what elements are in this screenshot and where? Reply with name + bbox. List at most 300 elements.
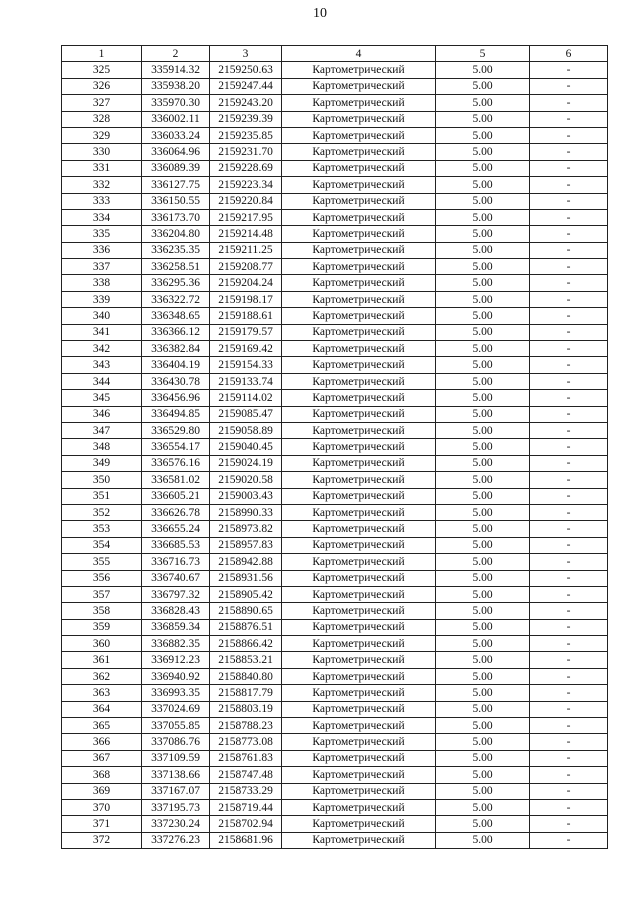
description-cell: - [530, 685, 608, 701]
table-row [62, 62, 608, 78]
point-number-cell: 352 [62, 504, 142, 520]
y-coordinate-cell: 2159154.33 [210, 357, 282, 373]
x-coordinate-cell: 337167.07 [142, 783, 210, 799]
description-cell: - [530, 816, 608, 832]
y-coordinate-cell: 2159024.19 [210, 455, 282, 471]
description-cell: - [530, 734, 608, 750]
table-row [62, 291, 608, 307]
y-coordinate-cell: 2158788.23 [210, 718, 282, 734]
point-number-cell: 362 [62, 668, 142, 684]
x-coordinate-cell: 337055.85 [142, 718, 210, 734]
table-row [62, 537, 608, 553]
y-coordinate-cell: 2159235.85 [210, 127, 282, 143]
method-cell: Картометрический [282, 177, 436, 193]
method-cell: Картометрический [282, 537, 436, 553]
description-cell: - [530, 652, 608, 668]
table-body [62, 62, 608, 849]
x-coordinate-cell: 336456.96 [142, 390, 210, 406]
accuracy-cell: 5.00 [436, 275, 530, 291]
method-cell: Картометрический [282, 832, 436, 848]
description-cell: - [530, 570, 608, 586]
point-number-cell: 356 [62, 570, 142, 586]
point-number-cell: 363 [62, 685, 142, 701]
y-coordinate-cell: 2159239.39 [210, 111, 282, 127]
accuracy-cell: 5.00 [436, 718, 530, 734]
description-cell: - [530, 488, 608, 504]
table-row [62, 193, 608, 209]
method-cell: Картометрический [282, 472, 436, 488]
y-coordinate-cell: 2159208.77 [210, 259, 282, 275]
x-coordinate-cell: 336554.17 [142, 439, 210, 455]
y-coordinate-cell: 2159228.69 [210, 160, 282, 176]
method-cell: Картометрический [282, 504, 436, 520]
description-cell: - [530, 504, 608, 520]
table-row [62, 685, 608, 701]
accuracy-cell: 5.00 [436, 127, 530, 143]
x-coordinate-cell: 336882.35 [142, 636, 210, 652]
accuracy-cell: 5.00 [436, 570, 530, 586]
x-coordinate-cell: 336235.35 [142, 242, 210, 258]
y-coordinate-cell: 2159211.25 [210, 242, 282, 258]
accuracy-cell: 5.00 [436, 586, 530, 602]
point-number-cell: 355 [62, 554, 142, 570]
table-row [62, 390, 608, 406]
y-coordinate-cell: 2158957.83 [210, 537, 282, 553]
point-number-cell: 357 [62, 586, 142, 602]
accuracy-cell: 5.00 [436, 78, 530, 94]
method-cell: Картометрический [282, 62, 436, 78]
accuracy-cell: 5.00 [436, 455, 530, 471]
x-coordinate-cell: 336322.72 [142, 291, 210, 307]
description-cell: - [530, 127, 608, 143]
table-row [62, 799, 608, 815]
point-number-cell: 337 [62, 259, 142, 275]
point-number-cell: 341 [62, 324, 142, 340]
y-coordinate-cell: 2158905.42 [210, 586, 282, 602]
accuracy-cell: 5.00 [436, 422, 530, 438]
table-row [62, 586, 608, 602]
table-row [62, 209, 608, 225]
point-number-cell: 348 [62, 439, 142, 455]
y-coordinate-cell: 2158747.48 [210, 767, 282, 783]
accuracy-cell: 5.00 [436, 554, 530, 570]
description-cell: - [530, 701, 608, 717]
y-coordinate-cell: 2159133.74 [210, 373, 282, 389]
table-header [62, 46, 608, 62]
method-cell: Картометрический [282, 783, 436, 799]
x-coordinate-cell: 337138.66 [142, 767, 210, 783]
description-cell: - [530, 832, 608, 848]
method-cell: Картометрический [282, 767, 436, 783]
y-coordinate-cell: 2159231.70 [210, 144, 282, 160]
table-row [62, 488, 608, 504]
table-row [62, 603, 608, 619]
description-cell: - [530, 586, 608, 602]
x-coordinate-cell: 336127.75 [142, 177, 210, 193]
x-coordinate-cell: 336576.16 [142, 455, 210, 471]
point-number-cell: 333 [62, 193, 142, 209]
x-coordinate-cell: 336064.96 [142, 144, 210, 160]
point-number-cell: 367 [62, 750, 142, 766]
x-coordinate-cell: 336033.24 [142, 127, 210, 143]
method-cell: Картометрический [282, 193, 436, 209]
point-number-cell: 334 [62, 209, 142, 225]
method-cell: Картометрический [282, 111, 436, 127]
y-coordinate-cell: 2159114.02 [210, 390, 282, 406]
y-coordinate-cell: 2158840.80 [210, 668, 282, 684]
accuracy-cell: 5.00 [436, 177, 530, 193]
x-coordinate-cell: 336494.85 [142, 406, 210, 422]
accuracy-cell: 5.00 [436, 357, 530, 373]
point-number-cell: 335 [62, 226, 142, 242]
table-row [62, 619, 608, 635]
y-coordinate-cell: 2158973.82 [210, 521, 282, 537]
table-row [62, 767, 608, 783]
description-cell: - [530, 78, 608, 94]
method-cell: Картометрический [282, 160, 436, 176]
x-coordinate-cell: 336348.65 [142, 308, 210, 324]
x-coordinate-cell: 336258.51 [142, 259, 210, 275]
x-coordinate-cell: 336655.24 [142, 521, 210, 537]
method-cell: Картометрический [282, 406, 436, 422]
y-coordinate-cell: 2159247.44 [210, 78, 282, 94]
point-number-cell: 343 [62, 357, 142, 373]
table-row [62, 554, 608, 570]
method-cell: Картометрический [282, 685, 436, 701]
method-cell: Картометрический [282, 226, 436, 242]
table-row [62, 701, 608, 717]
y-coordinate-cell: 2159217.95 [210, 209, 282, 225]
y-coordinate-cell: 2158990.33 [210, 504, 282, 520]
method-cell: Картометрический [282, 275, 436, 291]
description-cell: - [530, 422, 608, 438]
table-row [62, 422, 608, 438]
x-coordinate-cell: 336430.78 [142, 373, 210, 389]
accuracy-cell: 5.00 [436, 62, 530, 78]
accuracy-cell: 5.00 [436, 668, 530, 684]
point-number-cell: 327 [62, 95, 142, 111]
column-header-4: 4 [282, 46, 436, 62]
header-row [62, 46, 608, 62]
accuracy-cell: 5.00 [436, 373, 530, 389]
point-number-cell: 366 [62, 734, 142, 750]
description-cell: - [530, 242, 608, 258]
y-coordinate-cell: 2158890.65 [210, 603, 282, 619]
point-number-cell: 340 [62, 308, 142, 324]
table-row [62, 455, 608, 471]
method-cell: Картометрический [282, 95, 436, 111]
method-cell: Картометрический [282, 603, 436, 619]
accuracy-cell: 5.00 [436, 111, 530, 127]
x-coordinate-cell: 337024.69 [142, 701, 210, 717]
accuracy-cell: 5.00 [436, 406, 530, 422]
accuracy-cell: 5.00 [436, 816, 530, 832]
description-cell: - [530, 275, 608, 291]
point-number-cell: 358 [62, 603, 142, 619]
description-cell: - [530, 324, 608, 340]
x-coordinate-cell: 336382.84 [142, 341, 210, 357]
description-cell: - [530, 373, 608, 389]
y-coordinate-cell: 2158773.08 [210, 734, 282, 750]
table-row [62, 406, 608, 422]
accuracy-cell: 5.00 [436, 324, 530, 340]
accuracy-cell: 5.00 [436, 504, 530, 520]
accuracy-cell: 5.00 [436, 95, 530, 111]
x-coordinate-cell: 336295.36 [142, 275, 210, 291]
description-cell: - [530, 799, 608, 815]
accuracy-cell: 5.00 [436, 226, 530, 242]
table-row [62, 636, 608, 652]
point-number-cell: 371 [62, 816, 142, 832]
y-coordinate-cell: 2159220.84 [210, 193, 282, 209]
point-number-cell: 345 [62, 390, 142, 406]
table-row [62, 750, 608, 766]
description-cell: - [530, 160, 608, 176]
y-coordinate-cell: 2159179.57 [210, 324, 282, 340]
method-cell: Картометрический [282, 308, 436, 324]
point-number-cell: 331 [62, 160, 142, 176]
method-cell: Картометрический [282, 259, 436, 275]
table-row [62, 78, 608, 94]
y-coordinate-cell: 2159040.45 [210, 439, 282, 455]
accuracy-cell: 5.00 [436, 832, 530, 848]
y-coordinate-cell: 2159003.43 [210, 488, 282, 504]
x-coordinate-cell: 337109.59 [142, 750, 210, 766]
point-number-cell: 329 [62, 127, 142, 143]
method-cell: Картометрический [282, 701, 436, 717]
method-cell: Картометрический [282, 570, 436, 586]
point-number-cell: 353 [62, 521, 142, 537]
x-coordinate-cell: 336685.53 [142, 537, 210, 553]
description-cell: - [530, 177, 608, 193]
accuracy-cell: 5.00 [436, 701, 530, 717]
y-coordinate-cell: 2158702.94 [210, 816, 282, 832]
accuracy-cell: 5.00 [436, 242, 530, 258]
accuracy-cell: 5.00 [436, 341, 530, 357]
x-coordinate-cell: 335914.32 [142, 62, 210, 78]
accuracy-cell: 5.00 [436, 160, 530, 176]
description-cell: - [530, 718, 608, 734]
y-coordinate-cell: 2159198.17 [210, 291, 282, 307]
point-number-cell: 328 [62, 111, 142, 127]
table-row [62, 783, 608, 799]
method-cell: Картометрический [282, 78, 436, 94]
accuracy-cell: 5.00 [436, 619, 530, 635]
description-cell: - [530, 144, 608, 160]
table-row [62, 504, 608, 520]
column-header-1: 1 [62, 46, 142, 62]
y-coordinate-cell: 2158876.51 [210, 619, 282, 635]
method-cell: Картометрический [282, 488, 436, 504]
y-coordinate-cell: 2159058.89 [210, 422, 282, 438]
table-row [62, 242, 608, 258]
point-number-cell: 342 [62, 341, 142, 357]
point-number-cell: 344 [62, 373, 142, 389]
accuracy-cell: 5.00 [436, 734, 530, 750]
accuracy-cell: 5.00 [436, 537, 530, 553]
x-coordinate-cell: 336797.32 [142, 586, 210, 602]
method-cell: Картометрический [282, 652, 436, 668]
description-cell: - [530, 308, 608, 324]
accuracy-cell: 5.00 [436, 144, 530, 160]
y-coordinate-cell: 2159085.47 [210, 406, 282, 422]
description-cell: - [530, 619, 608, 635]
method-cell: Картометрический [282, 357, 436, 373]
accuracy-cell: 5.00 [436, 521, 530, 537]
accuracy-cell: 5.00 [436, 439, 530, 455]
table-row [62, 95, 608, 111]
table-row [62, 439, 608, 455]
point-number-cell: 361 [62, 652, 142, 668]
description-cell: - [530, 62, 608, 78]
table-row [62, 111, 608, 127]
description-cell: - [530, 537, 608, 553]
description-cell: - [530, 636, 608, 652]
accuracy-cell: 5.00 [436, 799, 530, 815]
description-cell: - [530, 291, 608, 307]
x-coordinate-cell: 336404.19 [142, 357, 210, 373]
point-number-cell: 368 [62, 767, 142, 783]
method-cell: Картометрический [282, 455, 436, 471]
method-cell: Картометрический [282, 636, 436, 652]
accuracy-cell: 5.00 [436, 488, 530, 504]
accuracy-cell: 5.00 [436, 652, 530, 668]
table-row [62, 570, 608, 586]
x-coordinate-cell: 337086.76 [142, 734, 210, 750]
description-cell: - [530, 783, 608, 799]
y-coordinate-cell: 2159020.58 [210, 472, 282, 488]
accuracy-cell: 5.00 [436, 603, 530, 619]
description-cell: - [530, 226, 608, 242]
table-row [62, 734, 608, 750]
method-cell: Картометрический [282, 341, 436, 357]
description-cell: - [530, 193, 608, 209]
table-row [62, 668, 608, 684]
accuracy-cell: 5.00 [436, 209, 530, 225]
x-coordinate-cell: 337195.73 [142, 799, 210, 815]
x-coordinate-cell: 336716.73 [142, 554, 210, 570]
y-coordinate-cell: 2158866.42 [210, 636, 282, 652]
column-header-3: 3 [210, 46, 282, 62]
x-coordinate-cell: 335970.30 [142, 95, 210, 111]
x-coordinate-cell: 336993.35 [142, 685, 210, 701]
method-cell: Картометрический [282, 144, 436, 160]
y-coordinate-cell: 2159223.34 [210, 177, 282, 193]
y-coordinate-cell: 2158761.83 [210, 750, 282, 766]
point-number-cell: 354 [62, 537, 142, 553]
y-coordinate-cell: 2159243.20 [210, 95, 282, 111]
point-number-cell: 350 [62, 472, 142, 488]
table-row [62, 521, 608, 537]
table-row [62, 144, 608, 160]
table-row [62, 357, 608, 373]
y-coordinate-cell: 2158719.44 [210, 799, 282, 815]
x-coordinate-cell: 336940.92 [142, 668, 210, 684]
point-number-cell: 332 [62, 177, 142, 193]
x-coordinate-cell: 336740.67 [142, 570, 210, 586]
accuracy-cell: 5.00 [436, 259, 530, 275]
x-coordinate-cell: 336581.02 [142, 472, 210, 488]
x-coordinate-cell: 336173.70 [142, 209, 210, 225]
point-number-cell: 325 [62, 62, 142, 78]
method-cell: Картометрический [282, 554, 436, 570]
method-cell: Картометрический [282, 750, 436, 766]
table-row [62, 718, 608, 734]
point-number-cell: 326 [62, 78, 142, 94]
table-row [62, 226, 608, 242]
method-cell: Картометрический [282, 209, 436, 225]
column-header-6: 6 [530, 46, 608, 62]
description-cell: - [530, 603, 608, 619]
description-cell: - [530, 521, 608, 537]
table-row [62, 127, 608, 143]
x-coordinate-cell: 336002.11 [142, 111, 210, 127]
method-cell: Картометрический [282, 734, 436, 750]
table-row [62, 275, 608, 291]
x-coordinate-cell: 336859.34 [142, 619, 210, 635]
method-cell: Картометрический [282, 242, 436, 258]
y-coordinate-cell: 2158942.88 [210, 554, 282, 570]
y-coordinate-cell: 2158817.79 [210, 685, 282, 701]
y-coordinate-cell: 2159250.63 [210, 62, 282, 78]
point-number-cell: 365 [62, 718, 142, 734]
method-cell: Картометрический [282, 373, 436, 389]
accuracy-cell: 5.00 [436, 193, 530, 209]
y-coordinate-cell: 2158931.56 [210, 570, 282, 586]
description-cell: - [530, 341, 608, 357]
method-cell: Картометрический [282, 439, 436, 455]
point-number-cell: 370 [62, 799, 142, 815]
description-cell: - [530, 111, 608, 127]
point-number-cell: 359 [62, 619, 142, 635]
table-row [62, 177, 608, 193]
method-cell: Картометрический [282, 324, 436, 340]
accuracy-cell: 5.00 [436, 767, 530, 783]
accuracy-cell: 5.00 [436, 291, 530, 307]
y-coordinate-cell: 2158853.21 [210, 652, 282, 668]
description-cell: - [530, 750, 608, 766]
description-cell: - [530, 668, 608, 684]
method-cell: Картометрический [282, 291, 436, 307]
column-header-5: 5 [436, 46, 530, 62]
accuracy-cell: 5.00 [436, 783, 530, 799]
x-coordinate-cell: 336150.55 [142, 193, 210, 209]
table-row [62, 341, 608, 357]
method-cell: Картометрический [282, 619, 436, 635]
method-cell: Картометрический [282, 718, 436, 734]
y-coordinate-cell: 2158733.29 [210, 783, 282, 799]
description-cell: - [530, 439, 608, 455]
point-number-cell: 346 [62, 406, 142, 422]
accuracy-cell: 5.00 [436, 685, 530, 701]
point-number-cell: 369 [62, 783, 142, 799]
description-cell: - [530, 209, 608, 225]
point-number-cell: 360 [62, 636, 142, 652]
x-coordinate-cell: 336204.80 [142, 226, 210, 242]
description-cell: - [530, 554, 608, 570]
accuracy-cell: 5.00 [436, 308, 530, 324]
x-coordinate-cell: 336912.23 [142, 652, 210, 668]
x-coordinate-cell: 336626.78 [142, 504, 210, 520]
point-number-cell: 364 [62, 701, 142, 717]
accuracy-cell: 5.00 [436, 636, 530, 652]
point-number-cell: 372 [62, 832, 142, 848]
method-cell: Картометрический [282, 816, 436, 832]
table-row [62, 259, 608, 275]
point-number-cell: 339 [62, 291, 142, 307]
description-cell: - [530, 455, 608, 471]
point-number-cell: 330 [62, 144, 142, 160]
